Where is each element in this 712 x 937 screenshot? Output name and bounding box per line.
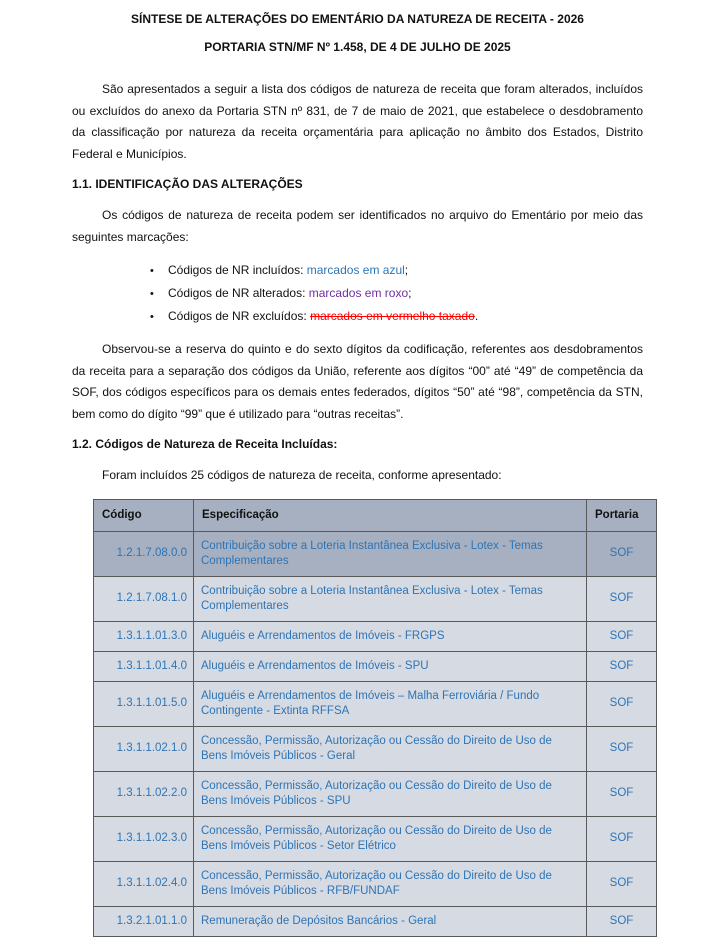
- marking-list: [72, 259, 643, 328]
- specification-cell: Concessão, Permissão, Autorização ou Cessão do Direito de Uso de Bens Imóveis Públicos - Setor Elétrico: [194, 816, 587, 861]
- specification-cell: Concessão, Permissão, Autorização ou Cessão do Direito de Uso de Bens Imóveis Públicos - SPU: [194, 771, 587, 816]
- portaria-cell: SOF: [587, 621, 657, 651]
- table-row: [94, 576, 657, 621]
- bullet-icon: •: [150, 265, 154, 277]
- portaria-cell: SOF: [587, 576, 657, 621]
- specification-cell: Concessão, Permissão, Autorização ou Cessão do Direito de Uso de Bens Imóveis Públicos - Geral: [194, 726, 587, 771]
- marking-label: Códigos de NR alterados:: [168, 286, 309, 300]
- marking-highlight-red: marcados em vermelho taxado: [310, 309, 475, 323]
- code-cell: 1.3.1.1.02.2.0: [94, 771, 194, 816]
- specification-cell: Aluguéis e Arrendamentos de Imóveis - FRGPS: [194, 621, 587, 651]
- specification-cell: Concessão, Permissão, Autorização ou Cessão do Direito de Uso de Bens Imóveis Públicos - RFB/FUNDAF: [194, 861, 587, 906]
- code-cell: 1.3.1.1.02.1.0: [94, 726, 194, 771]
- code-cell: 1.3.1.1.01.5.0: [94, 681, 194, 726]
- marking-suffix: .: [474, 309, 479, 323]
- table-row: [94, 771, 657, 816]
- section-1-1-heading: 1.1. IDENTIFICAÇÃO DAS ALTERAÇÕES: [72, 177, 303, 191]
- portaria-cell: SOF: [587, 906, 657, 936]
- section-1-2-lead: Foram incluídos 25 códigos de natureza de receita, conforme apresentado:: [102, 468, 502, 482]
- portaria-cell: SOF: [587, 861, 657, 906]
- specification-cell: Aluguéis e Arrendamentos de Imóveis – Malha Ferroviária / Fundo Contingente - Extinta RFFSA: [194, 681, 587, 726]
- bullet-icon: •: [150, 311, 154, 323]
- specification-cell: Contribuição sobre a Loteria Instantânea Exclusiva - Lotex - Temas Complementares: [194, 531, 587, 576]
- code-cell: 1.2.1.7.08.0.0: [94, 531, 194, 576]
- portaria-cell: SOF: [587, 816, 657, 861]
- table-row: [94, 621, 657, 651]
- specification-cell: Contribuição sobre a Loteria Instantânea Exclusiva - Lotex - Temas Complementares: [194, 576, 587, 621]
- included-codes-table: [93, 499, 657, 937]
- marking-label: Códigos de NR excluídos:: [168, 309, 311, 323]
- marking-label: Códigos de NR incluídos:: [168, 263, 307, 277]
- intro-paragraph: São apresentados a seguir a lista dos códigos de natureza de receita que foram alterados, incluídos ou excluídos do anexo da Portaria STN nº 831, de 7 de maio de 2021, que estabelece o desdobramento da classificação por natureza da receita orçamentária para aplicação no âmbito dos Estados, Distrito Federal e Municípios.: [72, 82, 643, 161]
- page-subtitle: PORTARIA STN/MF Nº 1.458, DE 4 DE JULHO DE 2025: [204, 40, 511, 54]
- code-cell: 1.2.1.7.08.1.0: [94, 576, 194, 621]
- table-header-row: [94, 499, 657, 531]
- portaria-cell: SOF: [587, 771, 657, 816]
- code-cell: 1.3.2.1.01.1.0: [94, 906, 194, 936]
- table-row: [94, 531, 657, 576]
- specification-cell: Aluguéis e Arrendamentos de Imóveis - SPU: [194, 651, 587, 681]
- portaria-cell: SOF: [587, 726, 657, 771]
- marking-highlight-purple: marcados em roxo: [308, 286, 409, 300]
- table-row: [94, 906, 657, 936]
- table-row: [94, 681, 657, 726]
- marking-suffix: ;: [408, 286, 412, 300]
- section-1-1-lead: Os códigos de natureza de receita podem ser identificados no arquivo do Ementário por meio das seguintes marcações:: [72, 208, 643, 244]
- marking-list-item: [150, 259, 643, 282]
- table-row: [94, 816, 657, 861]
- column-header-portaria: Portaria: [587, 499, 657, 531]
- code-cell: 1.3.1.1.02.3.0: [94, 816, 194, 861]
- portaria-cell: SOF: [587, 681, 657, 726]
- code-cell: 1.3.1.1.01.3.0: [94, 621, 194, 651]
- column-header-codigo: Código: [94, 499, 194, 531]
- column-header-especificacao: Especificação: [194, 499, 587, 531]
- code-cell: 1.3.1.1.01.4.0: [94, 651, 194, 681]
- specification-cell: Remuneração de Depósitos Bancários - Geral: [194, 906, 587, 936]
- observation-paragraph: Observou-se a reserva do quinto e do sexto dígitos da codificação, referentes aos desdobramentos da receita para a separação dos códigos da União, referente aos dígitos “00” até “49” de competência da SOF, dos códigos específicos para os demais entes federados, dígitos “50” até “98”, competência da STN, bem como do dígito “99” que é utilizado para “outras receitas”.: [72, 342, 643, 421]
- marking-list-item: [150, 305, 643, 328]
- table-row: [94, 726, 657, 771]
- page-title: SÍNTESE DE ALTERAÇÕES DO EMENTÁRIO DA NATUREZA DE RECEITA - 2026: [131, 12, 584, 26]
- marking-suffix: ;: [404, 263, 409, 277]
- marking-highlight-blue: marcados em azul: [306, 263, 405, 277]
- table-row: [94, 861, 657, 906]
- portaria-cell: SOF: [587, 651, 657, 681]
- section-1-2-heading: 1.2. Códigos de Natureza de Receita Incluídas:: [72, 437, 338, 451]
- marking-list-item: [150, 282, 643, 305]
- code-cell: 1.3.1.1.02.4.0: [94, 861, 194, 906]
- table-row: [94, 651, 657, 681]
- bullet-icon: •: [150, 288, 154, 300]
- portaria-cell: SOF: [587, 531, 657, 576]
